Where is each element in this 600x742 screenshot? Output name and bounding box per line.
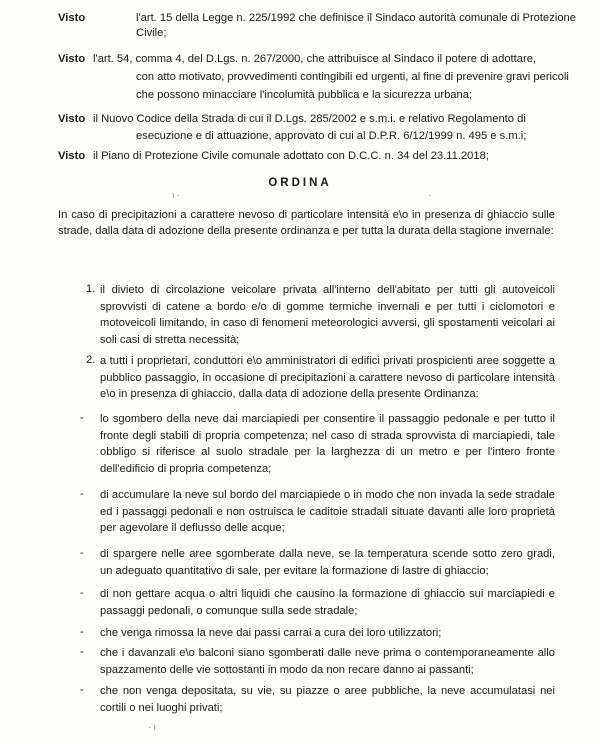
item-number: 2.	[86, 354, 96, 366]
bullet-marker: -	[80, 412, 84, 424]
visto-text: con atto motivato, provvedimenti contingibili ed urgenti, al fine di prevenire gravi pericoli	[136, 71, 569, 83]
bullet-item-text: di non gettare acqua o altri liquidi che causino la formazione di ghiaccio sui marciapiedi e passaggi pedonali, o comunque sulla sede stradale;	[100, 588, 555, 617]
bullet-item-text: di accumulare la neve sul bordo del marciapiede o in modo che non invada la sede stradale ed i passaggi pedonali e non ostruisca le caditoie stradali situate davanti alle loro proprietà per agevolare il deflusso delle acque;	[100, 489, 555, 535]
bullet-item-text: che venga rimossa la neve dai passi carrai a cura dei loro utilizzatori;	[100, 627, 442, 639]
bullet-marker: -	[80, 547, 84, 559]
bullet-item-text: lo sgombero della neve dai marciapiedi per consentire il passaggio pedonale e per tutto il fronte degli stabili di propria competenza; nel caso di strada sprovvista di marciapiedi, tale obbligo si riferisce al suolo stradale per la larghezza di un metro e per l'intero fronte dell'edificio di propria competenza;	[100, 413, 555, 475]
ordina-title: ORDINA	[268, 177, 332, 189]
visto-text: il Nuovo Codice della Strada di cui il D.Lgs. 285/2002 e s.m.i. e relativo Regolamento di	[93, 113, 526, 125]
visto-text: il Piano di Protezione Civile comunale adottato con D.C.C. n. 34 del 23.11.2018;	[93, 150, 489, 162]
scan-speck: · ı	[148, 722, 156, 732]
bullet-marker: -	[80, 626, 84, 638]
scan-speck: ı ·	[172, 190, 180, 200]
intro-paragraph: In caso di precipitazioni a carattere nevoso di particolare intensità e\o in presenza di ghiaccio sulle strade, dalla data di adozione della presente ordinanza e per tutta la durata della stagione invernale:	[58, 209, 555, 237]
visto-label: Visto	[58, 150, 86, 162]
visto-text: Civile;	[136, 27, 167, 39]
numbered-item-text: a tutti i proprietari, conduttori e\o amministratori di edifici privati prospicienti aree soggette a pubblico passaggio, in occasione di precipitazioni a carattere nevoso di particolare intensità e\o in presenza di ghiaccio, dalla data di adozione della presente Ordinanza:	[100, 355, 555, 401]
scan-speck: ·	[428, 190, 431, 200]
bullet-item-text: che i davanzali e\o balconi siano sgomberati dalle neve prima o contemporaneamente allo spazzamento delle vie sottostanti in modo da non recare danno ai passanti;	[100, 647, 555, 676]
visto-text: l'art. 15 della Legge n. 225/1992 che definisce il Sindaco autorità comunale di Protezione	[136, 12, 576, 24]
visto-label: Visto	[58, 53, 86, 65]
visto-text: l'art. 54, comma 4, del D.Lgs. n. 267/2000, che attribuisce al Sindaco il potere di adottare,	[93, 53, 537, 65]
bullet-item-text: che non venga depositata, su vie, su piazze o aree pubbliche, la neve accumulatasi nei cortili o nei luoghi privati;	[100, 685, 555, 714]
item-number: 1.	[86, 283, 96, 295]
visto-label: Visto	[58, 12, 86, 24]
bullet-item-text: di spargere nelle aree sgomberate dalla neve, se la temperatura scende sotto zero gradi, un adeguato quantitativo di sale, per evitare la formazione di lastre di ghiaccio;	[100, 548, 555, 577]
bullet-marker: -	[80, 646, 84, 658]
visto-text: esecuzione e di attuazione, approvato di cui al D.P.R. 6/12/1999 n. 495 e s.m.i;	[136, 130, 527, 142]
bullet-marker: -	[80, 587, 84, 599]
bullet-marker: -	[80, 488, 84, 500]
visto-text: che possono minacciare l'incolumità pubblica e la sicurezza urbana;	[136, 89, 473, 101]
visto-label: Visto	[58, 113, 86, 125]
bullet-marker: -	[80, 684, 84, 696]
numbered-item-text: il divieto di circolazione veicolare privata all'interno dell'abitato per tutti gli autoveicoli sprovvisti di catene a bordo e/o di gomme termiche invernali e per tutti i ciclomotori e motoveicoli limitando, in caso di fenomeni meteorologici avversi, gli spostamenti veicolari ai soli casi di stretta necessità;	[100, 284, 555, 346]
